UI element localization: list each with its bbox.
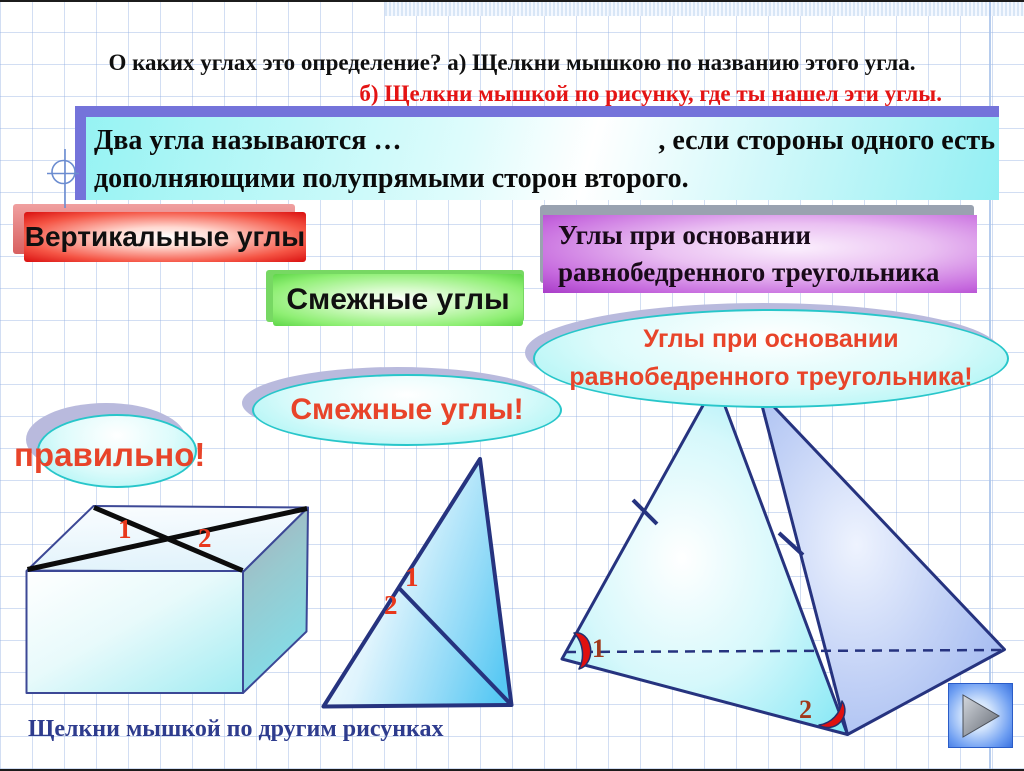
next-play-icon: [959, 693, 1003, 739]
instruction-line2: б) Щелкни мышкой по рисунку, где ты нашел эти углы.: [359, 81, 942, 106]
compass-mark: [47, 149, 79, 208]
adjacent-callout-text: Смежные углы!: [290, 393, 524, 426]
box-angle1-label: 1: [118, 514, 132, 544]
isosceles-callout-line2: равнобедренного треугольника!: [569, 363, 973, 391]
triangle-angle2-label: 2: [384, 590, 398, 620]
isosceles-callout-line1: Углы при основании: [643, 325, 899, 353]
next-button[interactable]: [948, 683, 1013, 748]
isosceles-callout: [533, 309, 1009, 408]
adjacent-callout: [252, 374, 562, 446]
footer-hint: Щелкни мышкой по другим рисунках: [28, 716, 444, 742]
definition-intro: Два угла называются …: [94, 125, 402, 156]
definition-line2: дополняющими полупрямыми сторон второго.: [94, 163, 689, 194]
correct-callout-text: правильно!: [14, 436, 206, 473]
figure-pyramid-isosceles-angles[interactable]: [562, 382, 1005, 735]
box-angle2-label: 2: [198, 523, 212, 553]
vertical-angles-button[interactable]: Вертикальные углы: [24, 212, 306, 262]
adjacent-angles-button[interactable]: Смежные углы: [273, 274, 523, 326]
pyramid-angle1-label: 1: [592, 634, 605, 663]
isosceles-base-angles-button[interactable]: Углы при основании равнобедренного треугольника: [543, 215, 977, 293]
pyramid-angle2-label: 2: [799, 695, 812, 724]
triangle-angle1-label: 1: [405, 562, 419, 592]
definition-tail: , если стороны одного есть: [658, 125, 995, 156]
figure-box-vertical-angles[interactable]: [27, 506, 309, 693]
instruction-line1: О каких углах это определение? а) Щелкни мышкою по названию этого угла.: [108, 50, 916, 75]
